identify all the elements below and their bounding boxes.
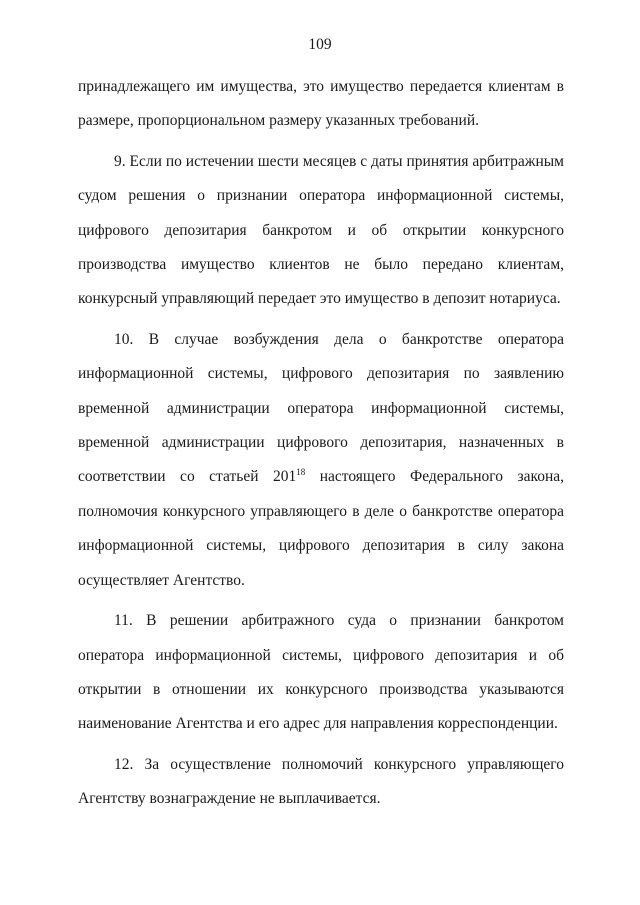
paragraph-item-12: 12. За осуществление полномочий конкурсного управляющего Агентству вознаграждение не выплачивается. bbox=[78, 755, 564, 808]
paragraph-item-10-text-before: 10. В случае возбуждения дела о банкротстве оператора информационной системы, цифрового депозитария по заявлению временной администрации оператора информационной системы, временной администрации цифрового депозитария, назначенных в соответствии со статьей 201 bbox=[78, 330, 564, 486]
paragraph-continuation: принадлежащего им имущества, это имущество передается клиентам в размере, пропорциональном размеру указанных требований. bbox=[78, 78, 564, 130]
article-superscript: 18 bbox=[296, 467, 306, 478]
paragraph-item-10 bbox=[78, 323, 564, 598]
paragraph-item-9: 9. Если по истечении шести месяцев с даты принятия арбитражным судом решения о признании оператора информационной системы, цифрового депозитария банкротом и об открытии конкурсного производства имущество клиентов не было передано клиентам, конкурсный управляющий передает это имущество в депозит нотариуса. bbox=[78, 152, 564, 308]
paragraph-item-11: 11. В решении арбитражного суда о признании банкротом оператора информационной системы, цифрового депозитария и об открытии в отношении их конкурсного производства указываются наименование Агентства и его адрес для направления корреспонденции. bbox=[78, 612, 564, 733]
document-body bbox=[78, 70, 564, 817]
page-number: 109 bbox=[308, 36, 332, 53]
paragraph-item-10-text-after: настоящего Федерального закона, полномочия конкурсного управляющего в деле о банкротстве оператора информационной системы, цифрового депозитария в силу закона осуществляет Агентство. bbox=[78, 468, 564, 589]
